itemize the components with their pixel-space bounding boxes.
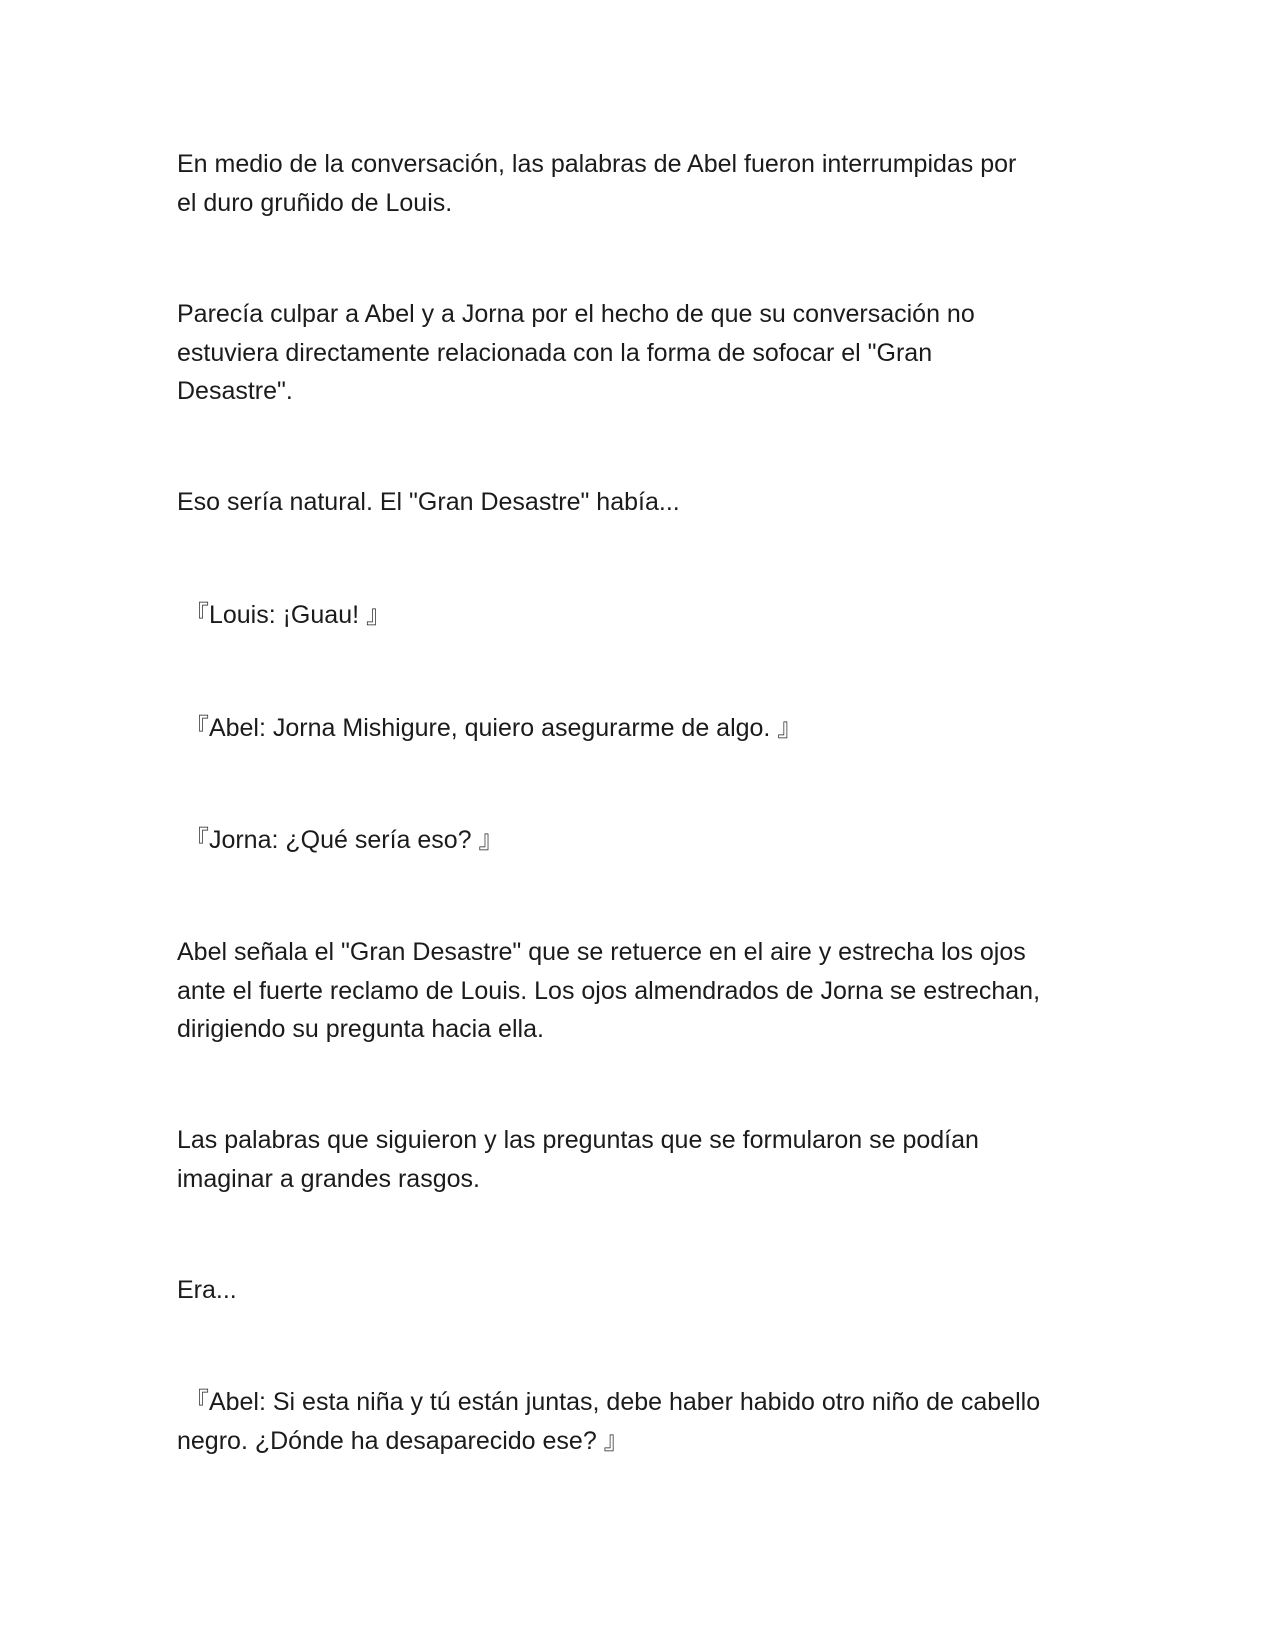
paragraph-5: Las palabras que siguieron y las preguntas que se formularon se podían imaginar a grandes rasgos. bbox=[177, 1126, 979, 1193]
dialogue-abel-1: 『Abel: Jorna Mishigure, quiero asegurarme de algo. 』 bbox=[177, 714, 803, 742]
dialogue-louis: 『Louis: ¡Guau! 』 bbox=[177, 601, 391, 629]
paragraph-4: Abel señala el "Gran Desastre" que se retuerce en el aire y estrecha los ojos ante el fuerte reclamo de Louis. Los ojos almendrados de Jorna se estrechan, dirigiendo su pregunta hacia ella. bbox=[177, 938, 1041, 1043]
dialogue-abel-2: 『Abel: Si esta niña y tú están juntas, debe haber habido otro niño de cabello negro. ¿Dónde ha desaparecido ese? 』 bbox=[177, 1388, 1041, 1455]
paragraph-6: Era... bbox=[177, 1276, 237, 1304]
paragraph-3: Eso sería natural. El "Gran Desastre" había... bbox=[177, 488, 680, 516]
paragraph-2: Parecía culpar a Abel y a Jorna por el hecho de que su conversación no estuviera directamente relacionada con la forma de sofocar el "Gran Desastre". bbox=[177, 300, 975, 405]
dialogue-jorna: 『Jorna: ¿Qué sería eso? 』 bbox=[177, 826, 504, 854]
paragraph-1: En medio de la conversación, las palabras de Abel fueron interrumpidas por el duro gruñido de Louis. bbox=[177, 150, 1017, 217]
